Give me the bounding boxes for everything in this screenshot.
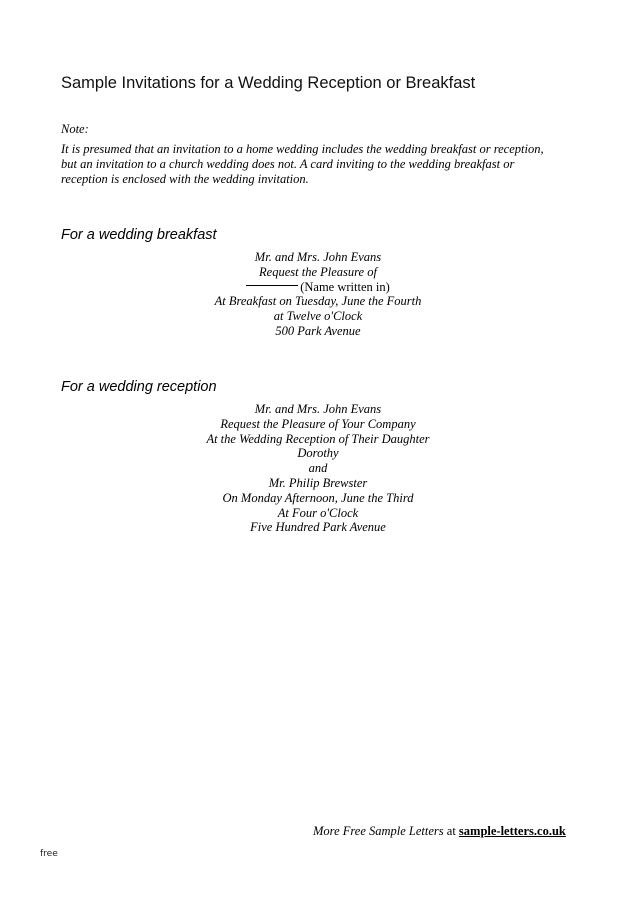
invitation-line: At the Wedding Reception of Their Daughter (206, 431, 430, 446)
note-line: but an invitation to a church wedding does not. A card inviting to the wedding breakfast or (61, 157, 515, 171)
invitation-name-line: (Name written in) (160, 280, 476, 295)
name-blank-line (246, 285, 298, 286)
invitation-reception (160, 402, 476, 535)
invitation-line: At Four o'Clock (277, 505, 359, 520)
invitation-line: Request the Pleasure of (259, 264, 377, 279)
invitation-line: Mr. and Mrs. John Evans (254, 250, 382, 264)
note-body (61, 142, 581, 187)
invitation-line: 500 Park Avenue (275, 323, 361, 338)
note-line: reception is enclosed with the wedding invitation. (61, 172, 309, 186)
invitation-line: Mr. Philip Brewster (268, 475, 368, 490)
page-title: Sample Invitations for a Wedding Reception or Breakfast (61, 74, 476, 92)
section-heading-breakfast: For a wedding breakfast (61, 227, 217, 243)
note-line: It is presumed that an invitation to a home wedding includes the wedding breakfast or reception, (61, 142, 544, 156)
footer-prefix: More Free Sample Letters (313, 824, 444, 838)
footer-connector: at (443, 824, 459, 838)
invitation-breakfast (160, 250, 476, 339)
invitation-line: Dorothy (297, 446, 339, 461)
invitation-line: Five Hundred Park Avenue (250, 520, 386, 535)
sample-letters-link[interactable]: sample-letters.co.uk (458, 824, 566, 838)
invitation-line: Mr. and Mrs. John Evans (254, 402, 382, 416)
watermark-label: free (40, 849, 58, 859)
invitation-line: Request the Pleasure of Your Company (220, 416, 416, 431)
note-label: Note: (61, 122, 89, 136)
invitation-line: At Breakfast on Tuesday, June the Fourth (214, 294, 422, 309)
section-heading-reception: For a wedding reception (61, 379, 217, 395)
footer (313, 824, 566, 839)
invitation-line: at Twelve o'Clock (273, 309, 363, 324)
invitation-line: On Monday Afternoon, June the Third (222, 490, 414, 505)
invitation-line: and (308, 461, 328, 476)
